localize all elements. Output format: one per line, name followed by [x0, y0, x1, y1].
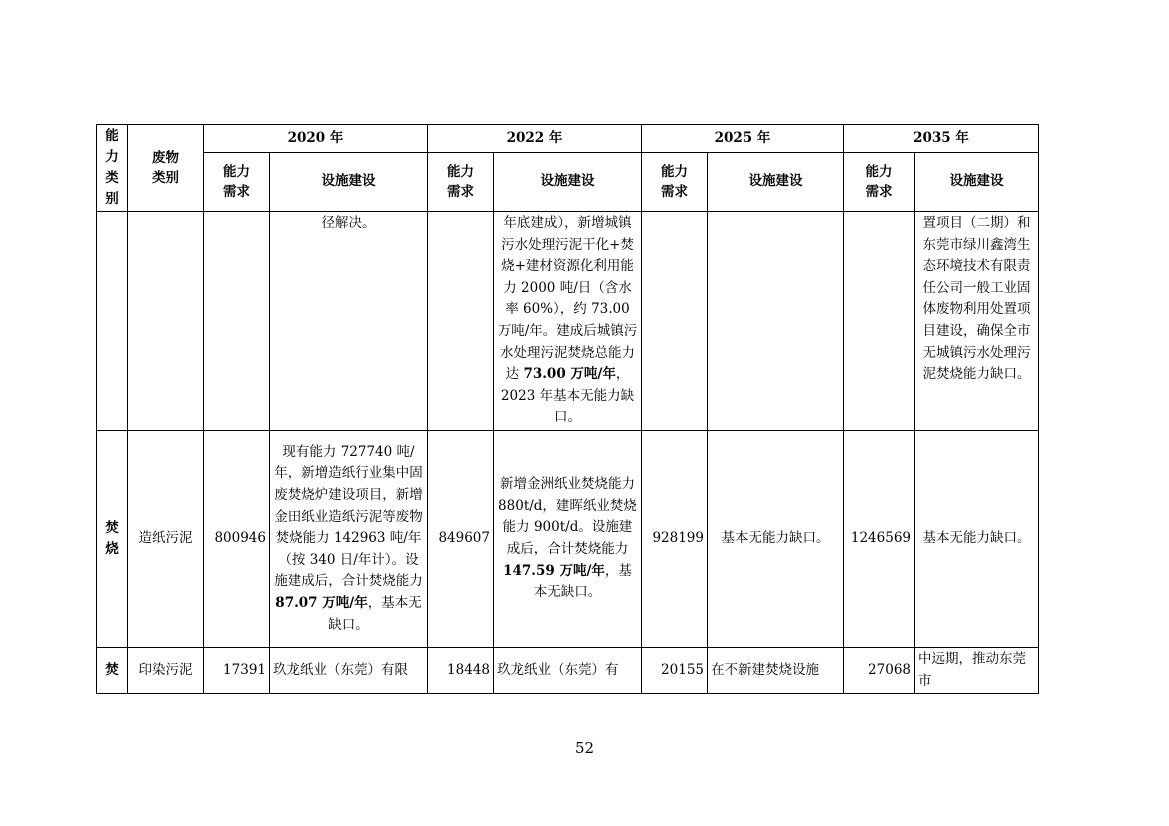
cell-capacity-2022: 18448 [428, 647, 494, 693]
header-capacity-2020: 能力 需求 [204, 153, 270, 212]
header-waste-type: 废物 类别 [128, 125, 204, 212]
cell-facility-2025: 基本无能力缺口。 [708, 430, 844, 647]
header-capacity-2025: 能力 需求 [642, 153, 708, 212]
cell-capacity-2022: 849607 [428, 430, 494, 647]
table-row [97, 430, 1039, 647]
cell-capacity-2020: 17391 [204, 647, 270, 693]
cell-capacity-2025: 20155 [642, 647, 708, 693]
cell-facility-2022: 年底建成），新增城镇污水处理污泥干化+焚烧+建材资源化利用能力 2000 吨/日（含水率 60%），约 73.00 万吨/年。建成后城镇污水处理污泥焚烧总能力达 73.00 万吨/年，2023 年基本无能力缺口。 [494, 212, 642, 431]
cell-category: 焚 烧 [97, 430, 128, 647]
capacity-table [96, 124, 1039, 694]
cell-facility-2020: 玖龙纸业（东莞）有限 [270, 647, 428, 693]
cell-facility-2035: 置项目（二期）和东莞市绿川鑫湾生态环境技术有限责任公司一般工业固体废物利用处置项目建设，确保全市无城镇污水处理污泥焚烧能力缺口。 [915, 212, 1039, 431]
cell-facility-2022: 新增金洲纸业焚烧能力 880t/d，建晖纸业焚烧能力 900t/d。设施建成后，合计焚烧能力 147.59 万吨/年，基本无缺口。 [494, 430, 642, 647]
cell-facility-2025: 在不新建焚烧设施 [708, 647, 844, 693]
header-facility-2025: 设施建设 [708, 153, 844, 212]
cell-category: 焚 [97, 647, 128, 693]
cell-facility-2020: 现有能力 727740 吨/年，新增造纸行业集中固废焚烧炉建设项目，新增金田纸业造纸污泥等废物焚烧能力 142963 吨/年（按 340 日/年计）。设施建成后，合计焚烧能力 87.07 万吨/年，基本无缺口。 [270, 430, 428, 647]
header-year-2035: 2035 年 [844, 125, 1039, 153]
cell-capacity-2020: 800946 [204, 430, 270, 647]
cell-capacity-2025: 928199 [642, 430, 708, 647]
cell-capacity-2035: 27068 [844, 647, 915, 693]
cell-capacity-2035: 1246569 [844, 430, 915, 647]
header-year-2020: 2020 年 [204, 125, 428, 153]
cell-facility-2022: 玖龙纸业（东莞）有 [494, 647, 642, 693]
header-facility-2020: 设施建设 [270, 153, 428, 212]
header-year-2025: 2025 年 [642, 125, 844, 153]
header-category: 能 力 类 别 [97, 125, 128, 212]
cell-facility-2020: 径解决。 [270, 212, 428, 431]
table-row [97, 647, 1039, 693]
cell-facility-2035: 中远期，推动东莞市 [915, 647, 1039, 693]
header-facility-2035: 设施建设 [915, 153, 1039, 212]
cell-waste-type: 造纸污泥 [128, 430, 204, 647]
header-year-2022: 2022 年 [428, 125, 642, 153]
header-row-years [97, 125, 1039, 153]
cell-waste-type: 印染污泥 [128, 647, 204, 693]
cell-facility-2035: 基本无能力缺口。 [915, 430, 1039, 647]
header-capacity-2035: 能力 需求 [844, 153, 915, 212]
page-number: 52 [574, 739, 595, 757]
header-row-sub [97, 153, 1039, 212]
table-row [97, 212, 1039, 431]
header-facility-2022: 设施建设 [494, 153, 642, 212]
header-capacity-2022: 能力 需求 [428, 153, 494, 212]
